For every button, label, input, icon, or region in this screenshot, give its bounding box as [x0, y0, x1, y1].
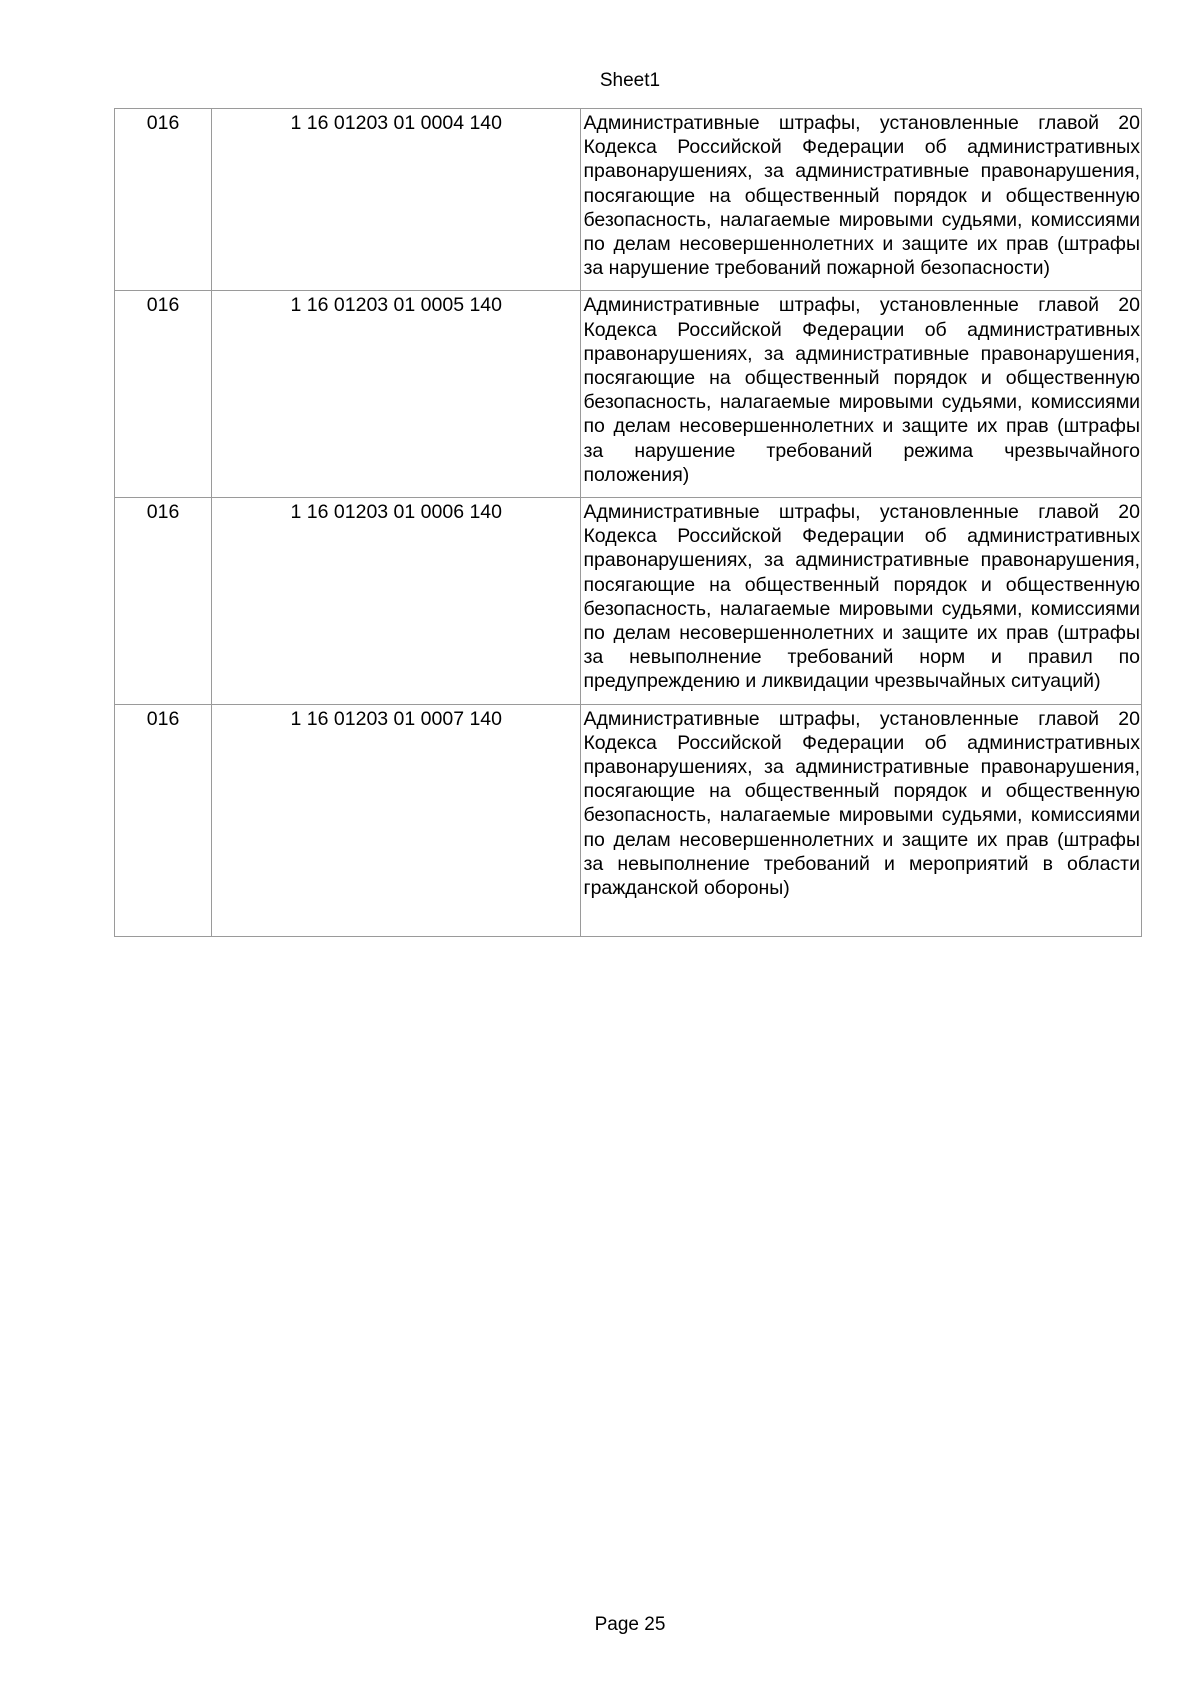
- admin-code-cell: 016: [115, 498, 212, 705]
- description-cell: Административные штрафы, установленные главой 20 Кодекса Российской Федерации об административных правонарушениях, за административные правонарушения, посягающие на общественный порядок и общественную безопасность, налагаемые мировыми судьями, комиссиями по делам несовершеннолетних и защите их прав (штрафы за нарушение требований режима чрезвычайного положения): [581, 291, 1142, 498]
- table-row: [115, 704, 1142, 937]
- sheet-title: Sheet1: [599, 70, 661, 91]
- admin-code-cell: 016: [115, 109, 212, 291]
- description-cell: Административные штрафы, установленные главой 20 Кодекса Российской Федерации об административных правонарушениях, за административные правонарушения, посягающие на общественный порядок и общественную безопасность, налагаемые мировыми судьями, комиссиями по делам несовершеннолетних и защите их прав (штрафы за невыполнение требований и мероприятий в области гражданской обороны): [581, 704, 1142, 937]
- table-row: [115, 498, 1142, 705]
- kbk-code-cell: 1 16 01203 01 0005 140: [212, 291, 581, 498]
- description-cell: Административные штрафы, установленные главой 20 Кодекса Российской Федерации об административных правонарушениях, за административные правонарушения, посягающие на общественный порядок и общественную безопасность, налагаемые мировыми судьями, комиссиями по делам несовершеннолетних и защите их прав (штрафы за невыполнение требований норм и правил по предупреждению и ликвидации чрезвычайных ситуаций): [581, 498, 1142, 705]
- kbk-code-cell: 1 16 01203 01 0006 140: [212, 498, 581, 705]
- budget-codes-table: [114, 108, 1142, 937]
- table-row: [115, 291, 1142, 498]
- page-number: Page 25: [594, 1614, 666, 1635]
- admin-code-cell: 016: [115, 291, 212, 498]
- admin-code-cell: 016: [115, 704, 212, 937]
- kbk-code-cell: 1 16 01203 01 0004 140: [212, 109, 581, 291]
- table-row: [115, 109, 1142, 291]
- description-cell: Административные штрафы, установленные главой 20 Кодекса Российской Федерации об административных правонарушениях, за административные правонарушения, посягающие на общественный порядок и общественную безопасность, налагаемые мировыми судьями, комиссиями по делам несовершеннолетних и защите их прав (штрафы за нарушение требований пожарной безопасности): [581, 109, 1142, 291]
- kbk-code-cell: 1 16 01203 01 0007 140: [212, 704, 581, 937]
